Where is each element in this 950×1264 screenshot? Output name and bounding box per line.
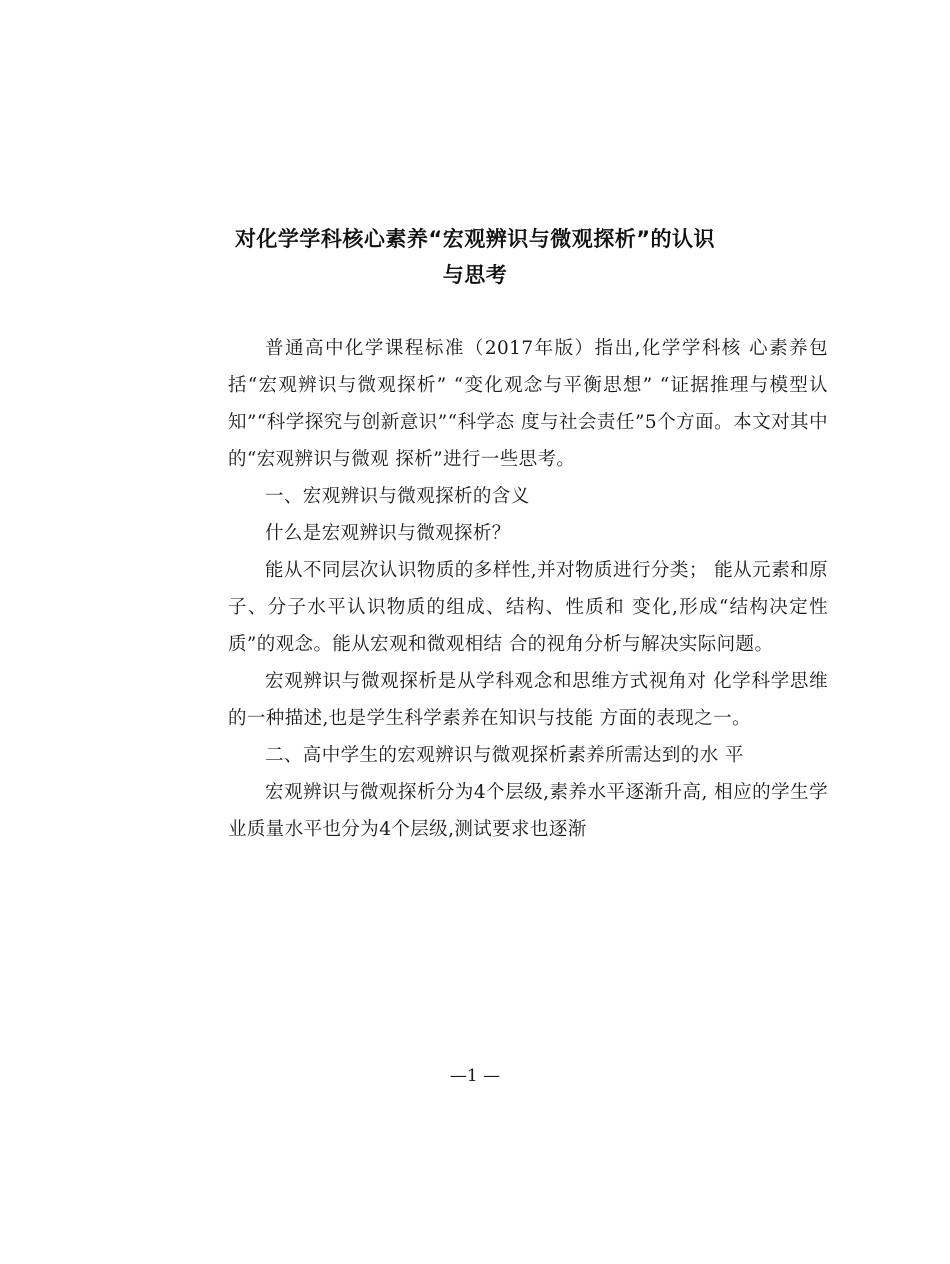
paragraph-description: 宏观辨识与微观探析是从学科观念和思维方式视角对 化学科学思维的一种描述,也是学生科学素养在知识与技能 方面的表现之一。: [228, 671, 828, 729]
paragraph-levels: 宏观辨识与微观探析分为4个层级,素养水平逐渐升高, 相应的学生学业质量水平也分为4个层级,测试要求也逐渐: [228, 782, 828, 840]
section-heading-2: 二、高中学生的宏观辨识与微观探析素养所需达到的水 平: [265, 745, 744, 766]
paragraph-intro: 普通高中化学课程标准（2017年版）指出,化学学科核 心素养包括“宏观辨识与微观探析” “变化观念与平衡思想” “证据推理与模型认知”“科学探究与创新意识”“科学态 度与社会责任”5个方面。本文对其中的“宏观辨识与微观 探析”进行一些思考。: [228, 338, 828, 470]
document-body: [228, 330, 828, 848]
page-number: —1 —: [449, 1066, 501, 1086]
section-heading-1: 一、宏观辨识与微观探析的含义: [265, 486, 530, 507]
paragraph-question: 什么是宏观辨识与微观探析？: [265, 523, 511, 544]
document-title-line-2: 与思考: [442, 263, 508, 287]
paragraph-definition: 能从不同层次认识物质的多样性,并对物质进行分类； 能从元素和原子、分子水平认识物质的组成、结构、性质和 变化,形成“结构决定性质”的观念。能从宏观和微观相结 合的视角分析与解决实际问题。: [228, 560, 828, 655]
document-title-line-1: 对化学学科核心素养“宏观辨识与微观探析”的认识: [234, 227, 716, 251]
